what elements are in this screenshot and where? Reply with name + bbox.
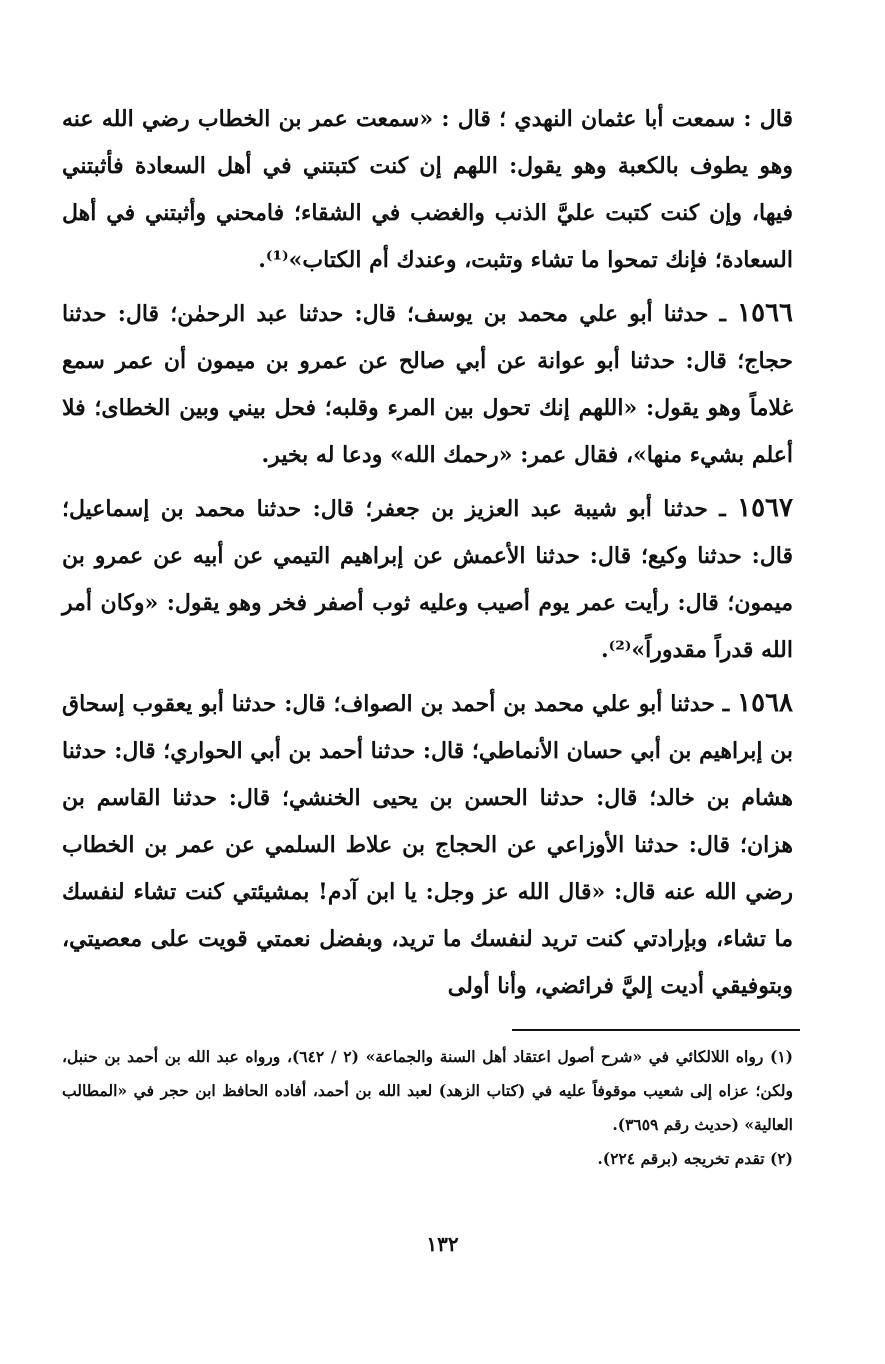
hadith-number: ١٥٦٨: [737, 688, 793, 718]
main-text: [62, 96, 793, 1016]
hadith-paragraph-1566: [62, 290, 793, 479]
paragraph-continuation: [62, 96, 793, 284]
footnote-divider: [512, 1029, 800, 1031]
paragraph-text: ـ حدثنا أبو علي محمد بن أحمد بن الصواف؛ قال: حدثنا أبو يعقوب إسحاق بن إبراهيم بن أبي حسان الأنماطي؛ قال: حدثنا أحمد بن أبي الحواري؛ قال: حدثنا هشام بن خالد؛ قال: حدثنا الحسن بن يحيى الخنشي؛ قال: حدثنا القاسم بن هزان؛ قال: حدثنا الأوزاعي عن الحجاج بن علاط السلمي عن عمر بن الخطاب رضي الله عنه قال: «قال الله عز وجل: يا ابن آدم! بمشيئتي كنت تشاء لنفسك ما تشاء، وبإرادتي كنت تريد لنفسك ما تريد، وبفضل نعمتي قويت على معصيتي، وبتوفيقي أديت إليَّ فرائضي، وأنا أولى: [61, 691, 793, 999]
paragraph-text: ـ حدثنا أبو علي محمد بن يوسف؛ قال: حدثنا عبد الرحمٰن؛ قال: حدثنا حجاج؛ قال: حدثنا أبو عوانة عن أبي صالح عن عمرو بن ميمون أن عمر سمع غلاماً وهو يقول: «اللهم إنك تحول بين المرء وقلبه؛ فحل بيني وبين الخطاى؛ فلا أعلم بشيء منها»، فقال عمر: «رحمك الله» ودعا له بخير.: [62, 301, 793, 468]
hadith-number: ١٥٦٦: [737, 298, 793, 328]
paragraph-text: قال : سمعت أبا عثمان النهدي ؛ قال : «سمعت عمر بن الخطاب رضي الله عنه وهو يطوف بالكعبة وهو يقول: اللهم إن كنت كتبتني في أهل السعادة فأثبتني فيها، وإن كنت كتبت عليَّ الذنب والغضب في الشقاء؛ فامحني وأثبتني في أهل السعادة؛ فإنك تمحوا ما تشاء وتثبت، وعندك أم الكتاب»⁽¹⁾.: [62, 106, 793, 273]
hadith-paragraph-1568: [62, 680, 793, 1010]
hadith-paragraph-1567: [62, 485, 793, 674]
footnotes: [62, 1040, 793, 1176]
footnote-2: (٢) تقدم تخريجه (برقم ٢٢٤).: [597, 1149, 793, 1168]
paragraph-text: ـ حدثنا أبو شيبة عبد العزيز بن جعفر؛ قال: حدثنا محمد بن إسماعيل؛ قال: حدثنا وكيع؛ قال: حدثنا الأعمش عن إبراهيم التيمي عن أبيه عن عمرو بن ميمون؛ قال: رأيت عمر يوم أصيب وعليه ثوب أصفر فخر وهو يقول: «وكان أمر الله قدراً مقدوراً»⁽²⁾.: [62, 496, 793, 663]
hadith-number: ١٥٦٧: [737, 493, 793, 523]
page-number: ١٣٢: [426, 1232, 459, 1256]
footnote-1: (١) رواه اللالكائي في «شرح أصول اعتقاد أهل السنة والجماعة» (٢ / ٦٤٢)، ورواه عبد الله بن أحمد بن حنبل، ولكن؛ عزاه إلى شعيب موقوفاً عليه في (كتاب الزهد) لعبد الله بن أحمد، أفاده الحافظ ابن حجر في «المطالب العالية» (حديث رقم ٣٦٥٩).: [62, 1047, 793, 1134]
